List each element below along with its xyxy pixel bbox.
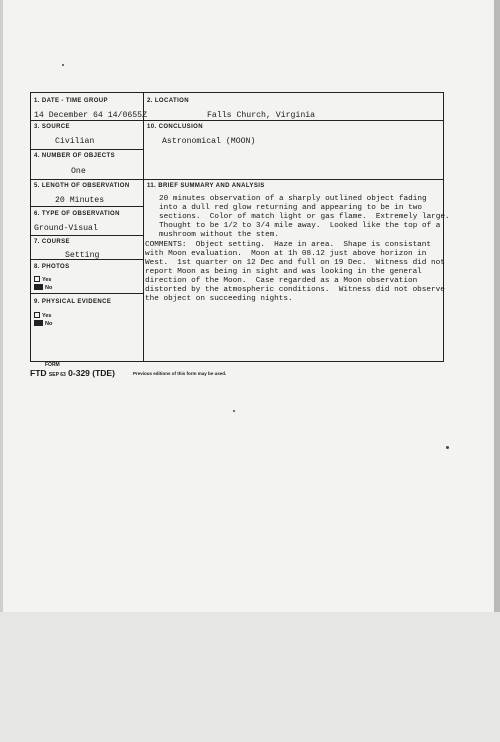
- physical-evidence-no-text: No: [45, 321, 53, 327]
- photos-no-checkbox: [34, 284, 43, 290]
- physical-evidence-label: 9. PHYSICAL EVIDENCE: [34, 299, 112, 305]
- row-rule: [31, 206, 143, 207]
- number-of-objects-label: 4. NUMBER OF OBJECTS: [34, 153, 116, 159]
- scan-speck: [446, 446, 449, 449]
- project-record-card: [30, 92, 450, 362]
- row-rule: [143, 120, 443, 121]
- photos-label: 8. PHOTOS: [34, 264, 70, 270]
- summary-label: 11. BRIEF SUMMARY AND ANALYSIS: [147, 183, 265, 189]
- source-value: Civilian: [55, 137, 95, 146]
- physical-evidence-no-checkbox: [34, 320, 43, 326]
- footer-form-number: 0-329 (TDE): [68, 368, 115, 378]
- photos-no-text: No: [45, 285, 53, 291]
- location-label: 2. LOCATION: [147, 98, 189, 104]
- photos-yes-text: Yes: [42, 277, 52, 283]
- type-of-observation-value: Ground-Visual: [34, 224, 98, 233]
- row-rule: [31, 235, 143, 236]
- photos-yes-checkbox: [34, 276, 40, 282]
- row-rule: [143, 179, 443, 180]
- number-of-objects-value: One: [71, 167, 86, 176]
- course-label: 7. COURSE: [34, 239, 70, 245]
- conclusion-label: 10. CONCLUSION: [147, 124, 203, 130]
- date-time-group-value: 14 December 64 14/0655Z: [34, 111, 148, 120]
- photos-yes-option: [34, 276, 51, 283]
- row-rule: [31, 120, 143, 121]
- physical-evidence-yes-checkbox: [34, 312, 40, 318]
- physical-evidence-yes-text: Yes: [42, 313, 52, 319]
- type-of-observation-label: 6. TYPE OF OBSERVATION: [34, 211, 120, 217]
- course-value: Setting: [65, 251, 100, 260]
- footer-note: Previous editions of this form may be used.: [133, 371, 227, 376]
- physical-evidence-no-option: [34, 320, 52, 327]
- footer-form-date: SEP 63: [48, 372, 66, 378]
- length-of-observation-label: 5. LENGTH OF OBSERVATION: [34, 183, 130, 189]
- row-rule: [31, 149, 143, 150]
- summary-paragraph: 20 minutes observation of a sharply outlined object fading into a dull red glow returning and appearing to be in two sections. Color of match light or gas flame. Extremely large. Thought to be 1/2 to 3/4 mile away. Looked like the top of a mushroom without the stem.: [159, 195, 450, 239]
- length-of-observation-value: 20 Minutes: [55, 196, 105, 205]
- scan-bottom-shade: [0, 612, 500, 742]
- photos-no-option: [34, 284, 52, 291]
- footer-form-word: FORM: [45, 362, 60, 368]
- source-label: 3. SOURCE: [34, 124, 70, 130]
- footer-form-id: [30, 368, 115, 378]
- conclusion-value: Astronomical (MOON): [162, 137, 256, 146]
- comments-paragraph: COMMENTS: Object setting. Haze in area. Shape is consistant with Moon evaluation. Moon at 1h 08.12 just above horizon in West. 1st quarter on 12 Dec and full on 19 Dec. Witness did not report Moon as being in sight and was looking in the general direction of the Moon. Case regarded as a Moon observation distorted by the atmospheric conditions. Witness did not observe the object on succeeding nights.: [145, 241, 445, 303]
- footer-form-code: FTD: [30, 368, 47, 378]
- row-rule: [31, 179, 143, 180]
- scan-speck: [62, 64, 64, 66]
- scan-speck: [233, 410, 235, 412]
- column-divider: [143, 93, 144, 361]
- row-rule: [31, 293, 143, 294]
- physical-evidence-yes-option: [34, 312, 51, 319]
- date-time-group-label: 1. DATE - TIME GROUP: [34, 98, 108, 104]
- location-value: Falls Church, Virginia: [207, 111, 316, 120]
